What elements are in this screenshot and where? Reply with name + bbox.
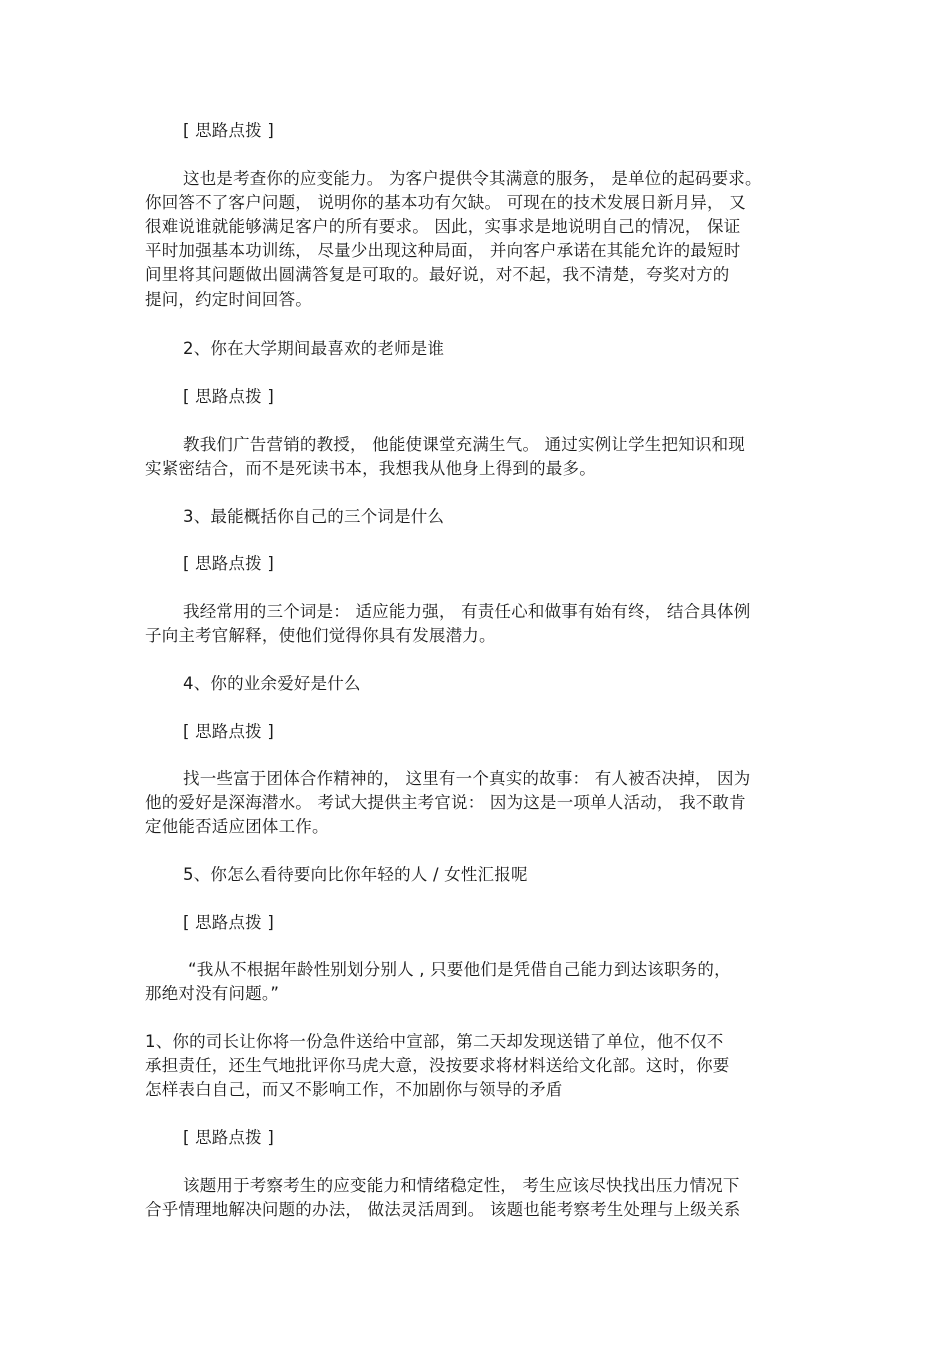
paragraph-line: 平时加强基本功训练， 尽量少出现这种局面， 并向客户承诺在其能允许的最短时 [145,241,741,260]
question-heading: 3、最能概括你自己的三个词是什么 [183,507,445,526]
paragraph-line: 合乎情理地解决问题的办法， 做法灵活周到。 该题也能考察考生处理与上级关系 [145,1200,741,1219]
question-line: 怎样表白自己，而又不影响工作，不加剧你与领导的矛盾 [145,1080,563,1099]
hint-heading: [ 思路点拨 ] [183,121,274,140]
paragraph-line: 实紧密结合，而不是死读书本，我想我从他身上得到的最多。 [145,459,596,478]
paragraph-line: 我经常用的三个词是： 适应能力强， 有责任心和做事有始有终， 结合具体例 [183,602,751,621]
question-heading: 5、你怎么看待要向比你年轻的人 / 女性汇报呢 [183,865,528,884]
paragraph-line: 他的爱好是深海潜水。 考试大提供主考官说： 因为这是一项单人活动， 我不敢肯 [145,793,746,812]
paragraph-line: 很难说谁就能够满足客户的所有要求。 因此，实事求是地说明自己的情况， 保证 [145,217,741,236]
paragraph-line: 这也是考查你的应变能力。 为客户提供令其满意的服务， 是单位的起码要求。 [183,169,762,188]
paragraph-line: 定他能否适应团体工作。 [145,817,329,836]
paragraph-line: 教我们广告营销的教授， 他能使课堂充满生气。 通过实例让学生把知识和现 [183,435,745,454]
paragraph-line: 间里将其问题做出圆满答复是可取的。最好说，对不起，我不清楚，夸奖对方的 [145,265,730,284]
question-line: 承担责任，还生气地批评你马虎大意，没按要求将材料送给文化部。这时，你要 [145,1056,730,1075]
paragraph-line: 子向主考官解释，使他们觉得你具有发展潜力。 [145,626,496,645]
hint-heading: [ 思路点拨 ] [183,1128,274,1147]
quote-line: 那绝对没有问题。” [145,984,280,1003]
hint-heading: [ 思路点拨 ] [183,387,274,406]
paragraph-line: 提问，约定时间回答。 [145,290,312,309]
quote-line: “我从不根据年龄性别划分别人 , 只要他们是凭借自己能力到达该职务的， [188,960,731,979]
paragraph-line: 该题用于考察考生的应变能力和情绪稳定性， 考生应该尽快找出压力情况下 [183,1176,740,1195]
hint-heading: [ 思路点拨 ] [183,722,274,741]
question-line: 1、你的司长让你将一份急件送给中宣部，第二天却发现送错了单位，他不仅不 [145,1032,724,1051]
hint-heading: [ 思路点拨 ] [183,913,274,932]
question-heading: 4、你的业余爱好是什么 [183,674,361,693]
paragraph-line: 你回答不了客户问题， 说明你的基本功有欠缺。 可现在的技术发展日新月异， 又 [145,193,746,212]
question-heading: 2、你在大学期间最喜欢的老师是谁 [183,339,445,358]
paragraph-line: 找一些富于团体合作精神的， 这里有一个真实的故事： 有人被否决掉， 因为 [183,769,751,788]
hint-heading: [ 思路点拨 ] [183,554,274,573]
